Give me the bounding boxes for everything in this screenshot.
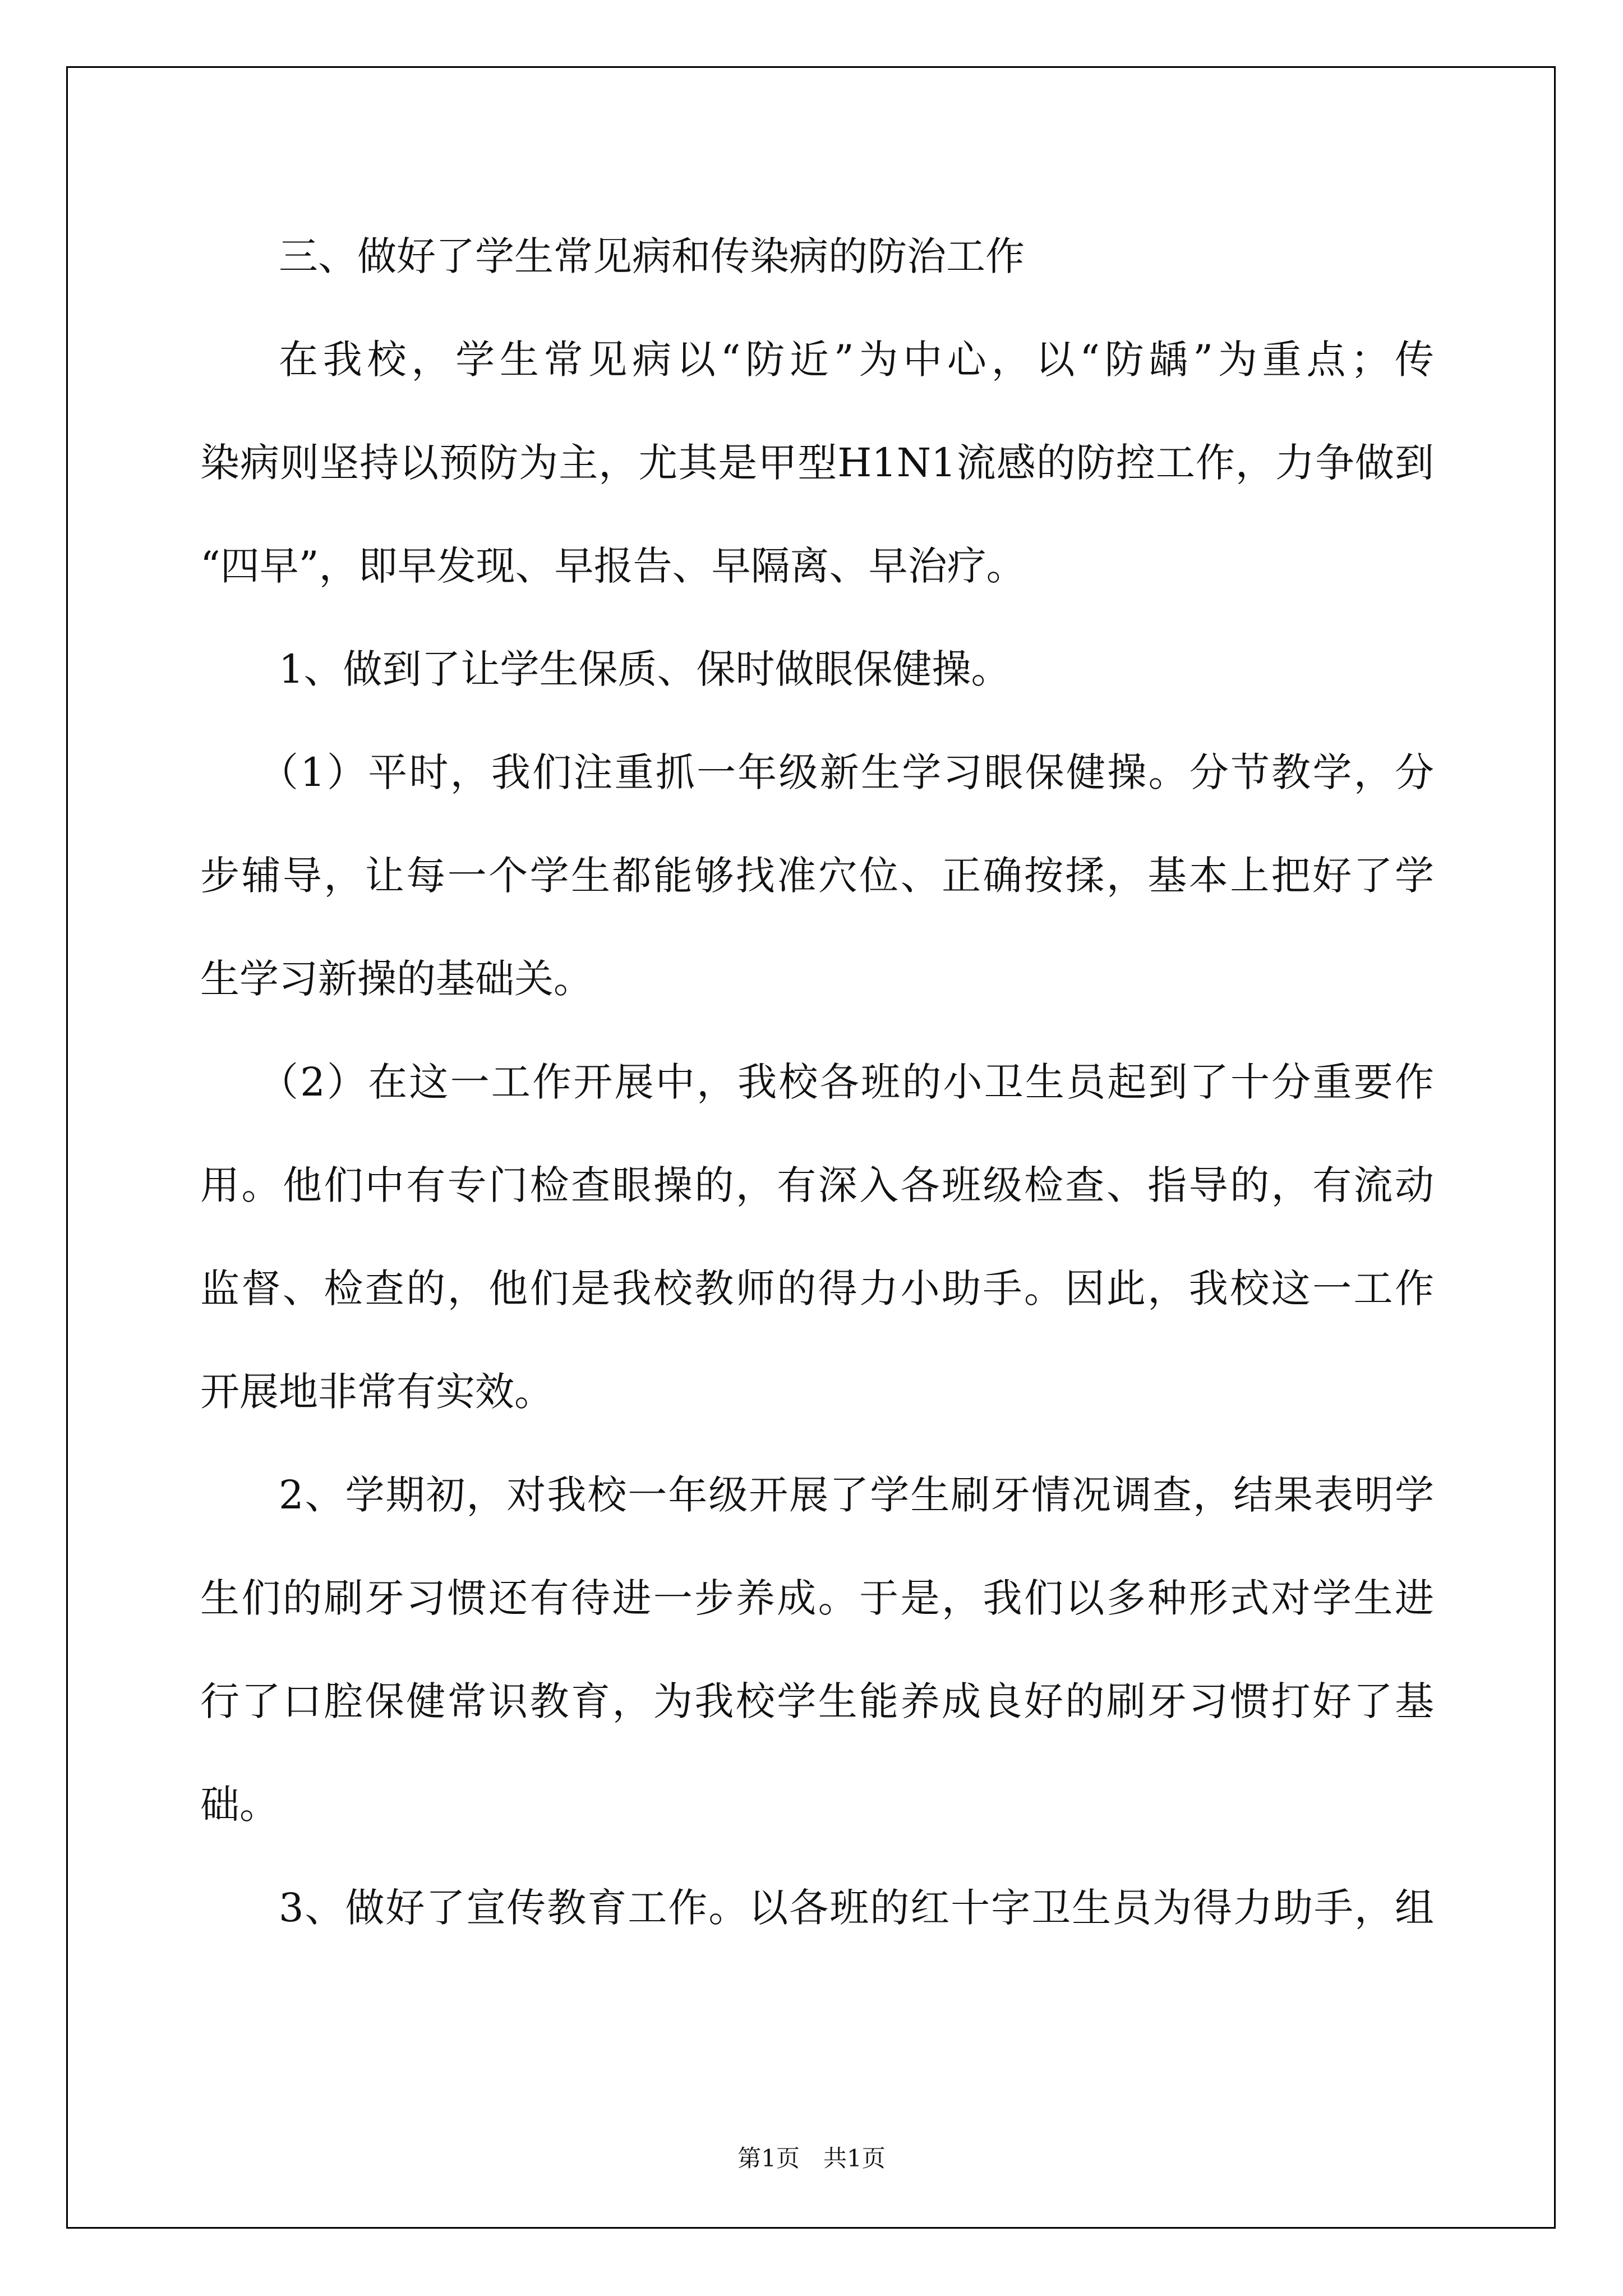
text-line: 生们的刷牙习惯还有待进一步养成。于是，我们以多种形式对学生进 [200, 1575, 1434, 1621]
paragraph [200, 1030, 1434, 1443]
paragraph [200, 1856, 1434, 1959]
text-line: 监督、检查的，他们是我校教师的得力小助手。因此，我校这一工作 [200, 1266, 1434, 1312]
paragraph [200, 308, 1434, 618]
text-line: 三、做好了学生常见病和传染病的防治工作 [279, 233, 1025, 279]
page-number-label: 第1页 共1页 [737, 2145, 886, 2172]
paragraph [200, 1443, 1434, 1856]
text-line: 生学习新操的基础关。 [200, 956, 593, 1002]
text-line: 1、做到了让学生保质、保时做眼保健操。 [279, 646, 1011, 692]
paragraph [200, 618, 1434, 721]
text-line: 在我校，学生常见病以“防近”为中心，以“防龋”为重点；传 [279, 337, 1434, 383]
text-line: 3、做好了宣传教育工作。以各班的红十字卫生员为得力助手，组 [279, 1885, 1434, 1931]
text-line: （1）平时，我们注重抓一年级新生学习眼保健操。分节教学，分 [259, 749, 1434, 795]
text-line: （2）在这一工作开展中，我校各班的小卫生员起到了十分重要作 [259, 1059, 1434, 1105]
text-line: 开展地非常有实效。 [200, 1369, 554, 1415]
text-line: 步辅导，让每一个学生都能够找准穴位、正确按揉，基本上把好了学 [200, 853, 1434, 899]
paragraph-heading [200, 205, 1434, 308]
text-line: 用。他们中有专门检查眼操的，有深入各班级检查、指导的，有流动 [200, 1162, 1434, 1208]
text-line: 2、学期初，对我校一年级开展了学生刷牙情况调查，结果表明学 [279, 1472, 1434, 1518]
document-body [200, 205, 1434, 1959]
text-line: 行了口腔保健常识教育，为我校学生能养成良好的刷牙习惯打好了基 [200, 1678, 1434, 1724]
text-line: 础。 [200, 1782, 279, 1828]
text-line: 染病则坚持以预防为主，尤其是甲型H1N1流感的防控工作，力争做到 [200, 440, 1434, 486]
page-footer [0, 2140, 1623, 2174]
text-line: “四早”，即早发现、早报告、早隔离、早治疗。 [200, 543, 1026, 589]
paragraph [200, 721, 1434, 1030]
